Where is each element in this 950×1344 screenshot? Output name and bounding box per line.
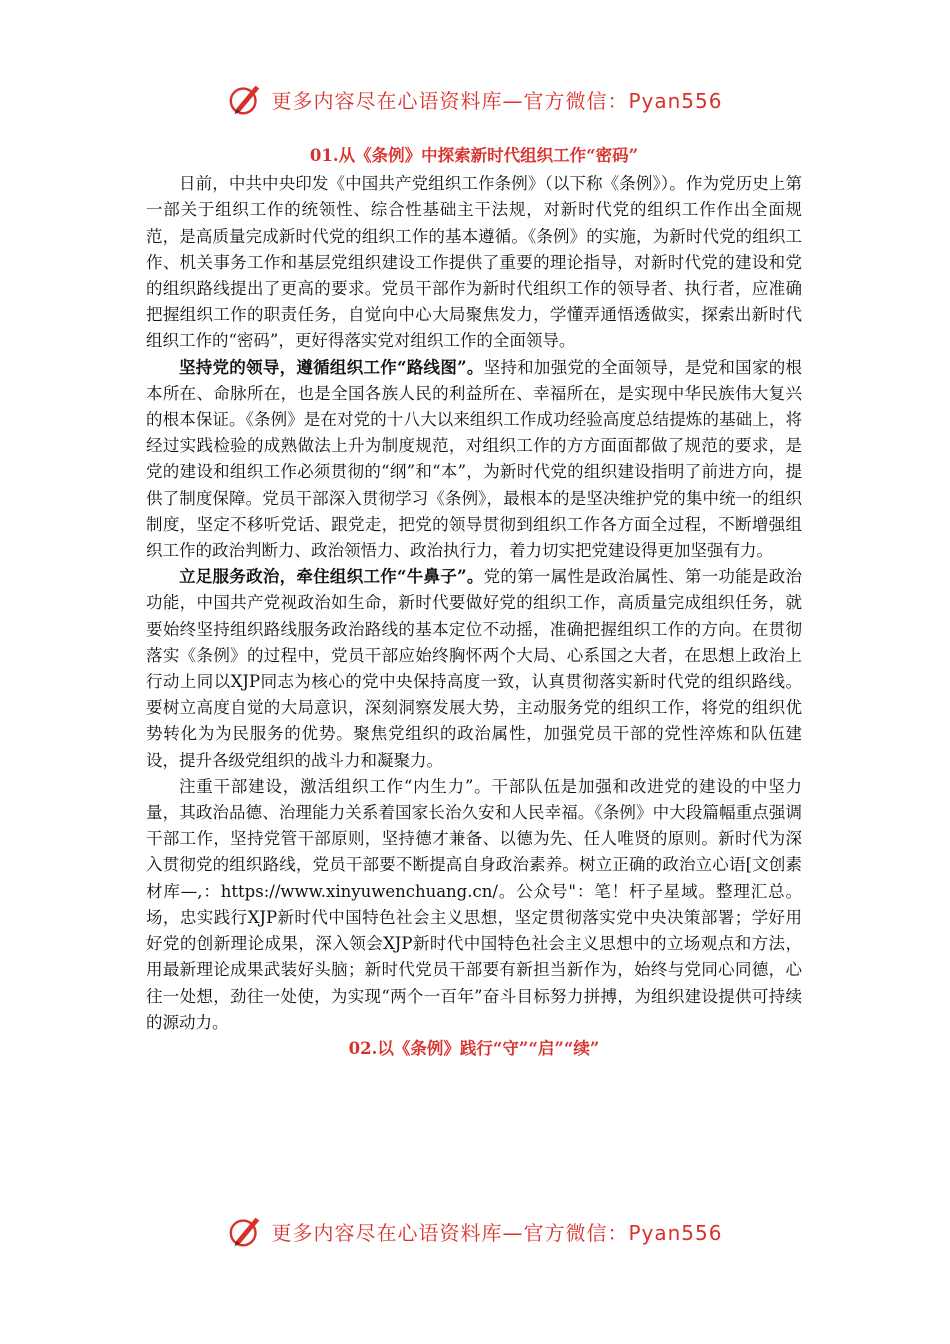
paragraph-party-leadership xyxy=(146,355,802,565)
document-body xyxy=(146,143,802,1062)
pen-logo-icon xyxy=(227,1212,265,1250)
header-watermark xyxy=(0,80,950,118)
intro-paragraph: 日前，中共中央印发《中国共产党组织工作条例》（以下称《条例》）。作为党历史上第一部关于组织工作的统领性、综合性基础主干法规，对新时代党的组织工作作出全面规范，是高质量完成新时代党的组织工作的基本遵循。《条例》的实施，为新时代党的组织工作、机关事务工作和基层党组织建设工作提供了重要的理论指导，对新时代党的建设和党的组织路线提出了更高的要求。党员干部作为新时代组织工作的领导者、执行者，应准确把握组织工作的职责任务，自觉向中心大局聚焦发力，学懂弄通悟透做实，探索出新时代组织工作的“密码”，更好得落实党对组织工作的全面领导。 xyxy=(146,174,802,351)
paragraph-lead: 立足服务政治，牵住组织工作“牛鼻子”。 xyxy=(179,567,484,587)
pen-logo-icon xyxy=(227,80,265,118)
paragraph-body: 坚持和加强党的全面领导，是党和国家的根本所在、命脉所在，也是全国各族人民的利益所在、幸福所在，是实现中华民族伟大复兴的根本保证。《条例》是在对党的十八大以来组织工作成功经验高度总结提炼的基础上，将经过实践检验的成熟做法上升为制度规范，对组织工作的方方面面都做了规范的要求，是党的建设和组织工作必须贯彻的“纲”和“本”，为新时代党的组织建设指明了前进方向，提供了制度保障。党员干部深入贯彻学习《条例》，最根本的是坚决维护党的集中统一的组织制度，坚定不移听党话、跟党走，把党的领导贯彻到组织工作各方面全过程，不断增强组织工作的政治判断力、政治领悟力、政治执行力，着力切实把党建设得更加坚强有力。 xyxy=(146,357,802,561)
footer-watermark xyxy=(0,1212,950,1250)
watermark-text: 更多内容尽在心语资料库—官方微信：Pyan556 xyxy=(271,88,723,113)
watermark-text: 更多内容尽在心语资料库—官方微信：Pyan556 xyxy=(271,1220,723,1245)
paragraph-serve-politics xyxy=(146,564,802,774)
paragraph-lead: 坚持党的领导，遵循组织工作“路线图”。 xyxy=(179,357,484,377)
paragraph-cadre-building: 注重干部建设，激活组织工作“内生力”。干部队伍是加强和改进党的建设的中坚力量，其政治品德、治理能力关系着国家长治久安和人民幸福。《条例》中大段篇幅重点强调干部工作，坚持党管干部原则，坚持德才兼备、以德为先、任人唯贤的原则。新时代为深入贯彻党的组织路线，党员干部要不断提高自身政治素养。树立正确的政治立心语[文创素材库—,：https://www.xinyuwenchuang.cn/。公众号"：笔！杆子星域。整理汇总。场，忠实践行XJP新时代中国特色社会主义思想，坚定贯彻落实党中央决策部署；学好用好党的创新理论成果，深入领会XJP新时代中国特色社会主义思想中的立场观点和方法，用最新理论成果武装好头脑；新时代党员干部要有新担当新作为，始终与党同心同德，心往一处想，劲往一处使，为实现“两个一百年”奋斗目标努力拼搏，为组织建设提供可持续的源动力。 xyxy=(146,776,802,1032)
section-title-1: 01.从《条例》中探索新时代组织工作“密码” xyxy=(309,146,639,165)
section-title-2: 02.以《条例》践行“守”“启”“续” xyxy=(348,1038,600,1058)
paragraph-body: 党的第一属性是政治属性、第一功能是政治功能，中国共产党视政治如生命，新时代要做好党的组织工作，高质量完成组织任务，就要始终坚持组织路线服务政治路线的基本定位不动摇，准确把握组织工作的方向。在贯彻落实《条例》的过程中，党员干部应始终胸怀两个大局、心系国之大者，在思想上政治上行动上同以XJP同志为核心的党中央保持高度一致，认真贯彻落实新时代党的组织路线。要树立高度自觉的大局意识，深刻洞察发展大势，主动服务党的组织工作，将党的组织优势转化为为民服务的优势。聚焦党组织的政治属性，加强党员干部的党性淬炼和队伍建设，提升各级党组织的战斗力和凝聚力。 xyxy=(146,567,802,770)
